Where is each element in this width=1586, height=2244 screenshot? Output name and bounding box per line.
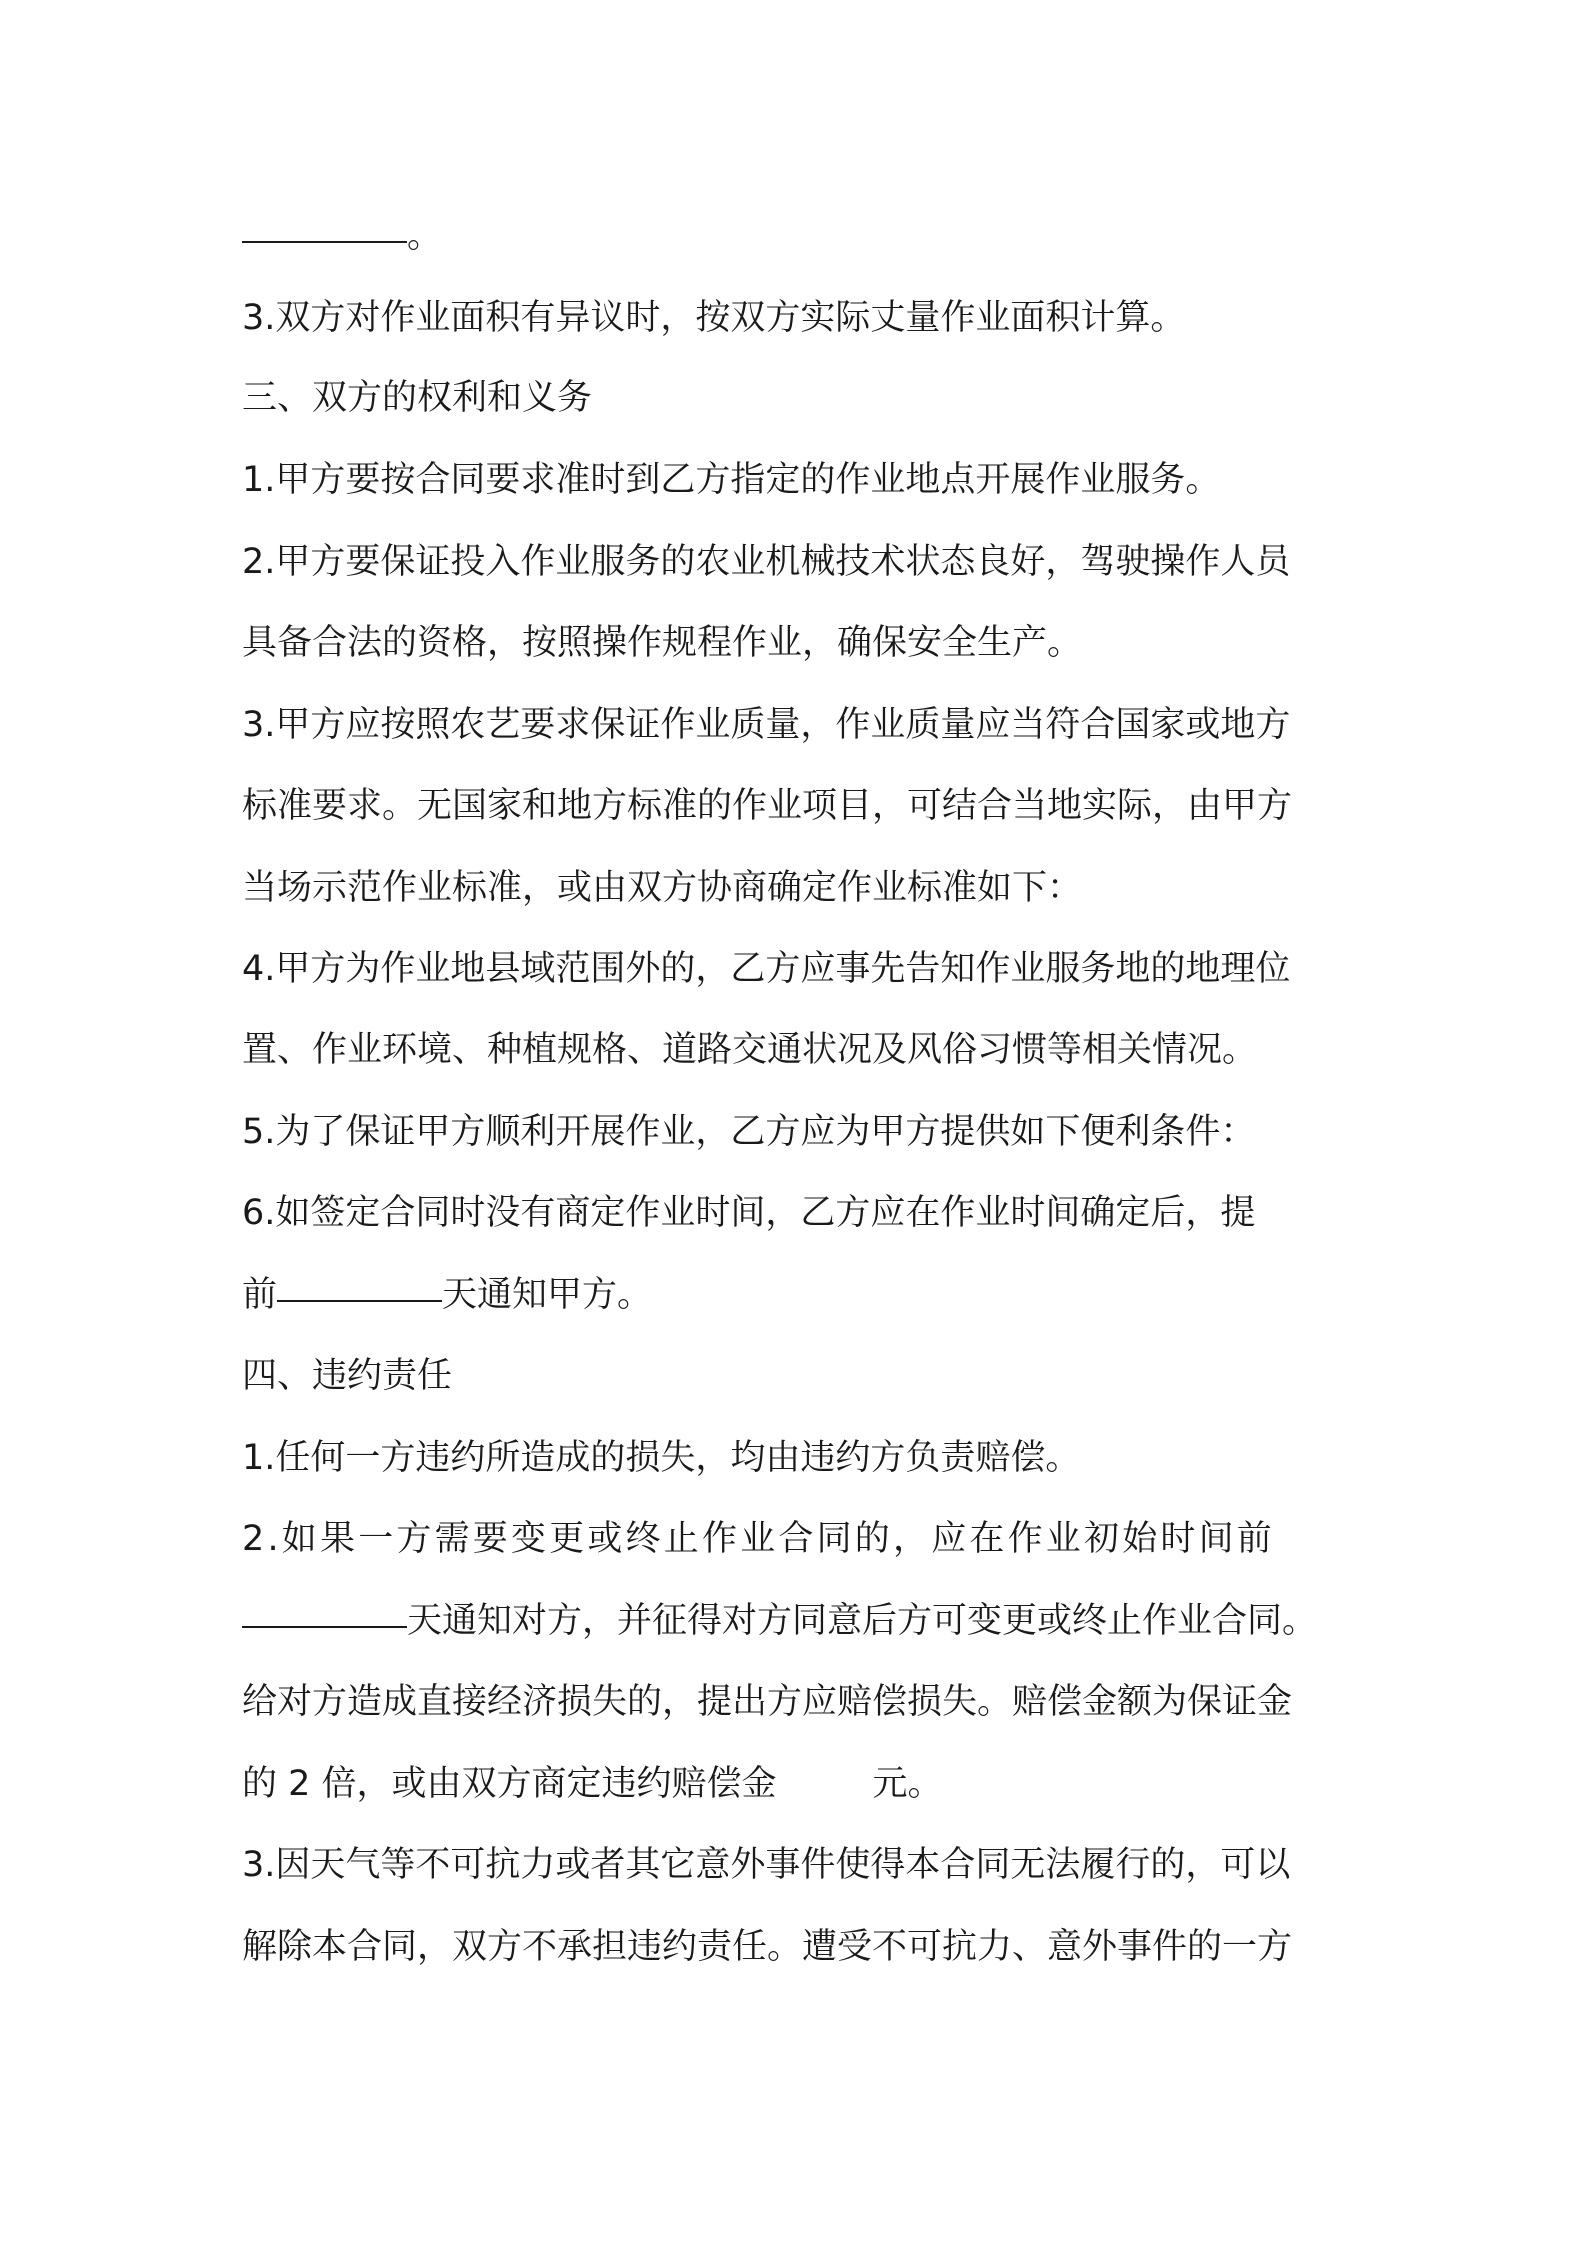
text-line: 1.甲方要按合同要求准时到乙方指定的作业地点开展作业服务。 <box>242 460 1221 500</box>
line-suffix: 天通知甲方。 <box>442 1275 653 1315</box>
text-line: 4.甲方为作业地县域范围外的，乙方应事先告知作业服务地的地理位 <box>242 949 1291 989</box>
text-line: 3.甲方应按照农艺要求保证作业质量，作业质量应当符合国家或地方 <box>242 705 1291 745</box>
text-line: 3.因天气等不可抗力或者其它意外事件使得本合同无法履行的，可以 <box>242 1845 1291 1885</box>
text-line: 当场示范作业标准，或由双方协商确定作业标准如下： <box>242 868 1083 908</box>
fill-in-blank <box>242 211 407 243</box>
text-line <box>242 1754 1562 1814</box>
text-line: 3.双方对作业面积有异议时，按双方实际丈量作业面积计算。 <box>242 298 1186 338</box>
text-line: 标准要求。无国家和地方标准的作业项目，可结合当地实际，由甲方 <box>242 786 1293 826</box>
text-line: 6.如签定合同时没有商定作业时间，乙方应在作业时间确定后，提 <box>242 1193 1256 1233</box>
section-heading: 三、双方的权利和义务 <box>242 378 593 418</box>
text-line: 1.任何一方违约所造成的损失，均由违约方负责赔偿。 <box>242 1438 1081 1478</box>
text-line <box>242 206 1562 266</box>
line-suffix: 。 <box>407 216 443 256</box>
text-line: 给对方造成直接经济损失的，提出方应赔偿损失。赔偿金额为保证金 <box>242 1682 1293 1722</box>
text-line: 具备合法的资格，按照操作规程作业，确保安全生产。 <box>242 623 1083 663</box>
text-line: 5.为了保证甲方顺利开展作业，乙方应为甲方提供如下便利条件： <box>242 1112 1256 1152</box>
section-heading: 四、违约责任 <box>242 1356 453 1396</box>
line-prefix: 的 2 倍，或由双方商定违约赔偿金 <box>242 1764 777 1804</box>
fill-in-blank <box>277 1270 442 1302</box>
line-suffix: 天通知对方，并征得对方同意后方可变更或终止作业合同。 <box>407 1601 1318 1641</box>
text-line <box>242 1591 1562 1651</box>
line-suffix: 元。 <box>872 1764 943 1804</box>
fill-in-blank <box>242 1596 407 1628</box>
text-line: 解除本合同，双方不承担违约责任。遭受不可抗力、意外事件的一方 <box>242 1927 1293 1967</box>
text-line: 2.甲方要保证投入作业服务的农业机械技术状态良好，驾驶操作人员 <box>242 542 1291 582</box>
text-line: 2.如果一方需要变更或终止作业合同的，应在作业初始时间前 <box>242 1519 1275 1559</box>
text-line: 置、作业环境、种植规格、道路交通状况及风俗习惯等相关情况。 <box>242 1030 1258 1070</box>
line-prefix: 前 <box>242 1275 278 1315</box>
text-line <box>242 1265 1562 1325</box>
